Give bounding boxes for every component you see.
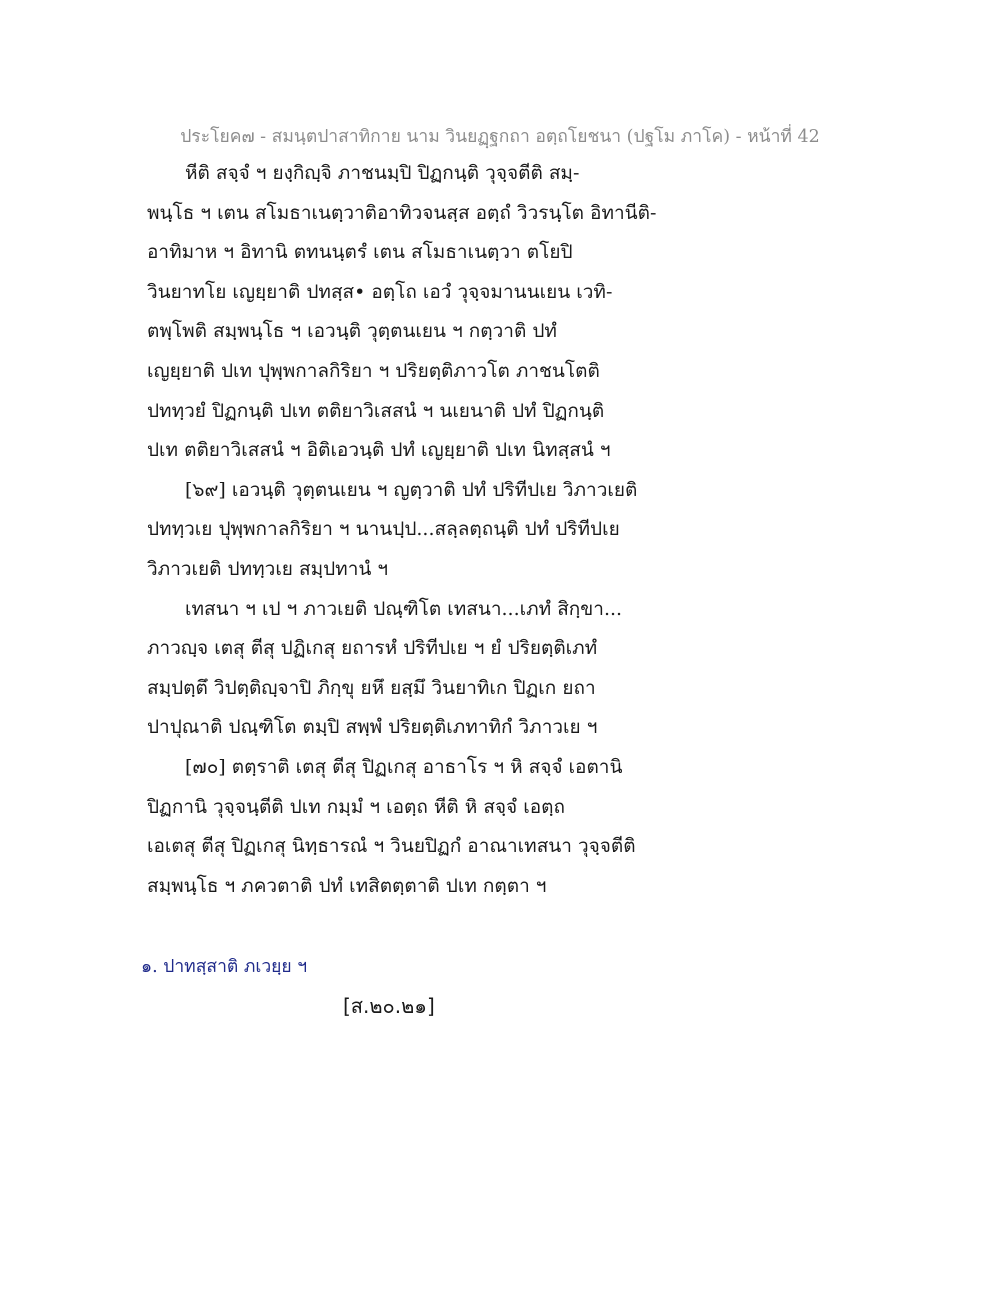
- text-line: [๖๙] เอวนฺติ วุตฺตนเยน ฯ ญตฺวาติ ปทํ ปริทีปเย วิภาวเยติ: [185, 478, 638, 501]
- text-line: อาทิมาห ฯ อิทานิ ตทนนฺตรํ เตน สโมธาเนตฺวา ตโยปิ: [147, 241, 573, 264]
- text-line: [๗๐] ตตฺราติ เตสุ ตีสุ ปิฏเกสุ อาธาโร ฯ หิ สจฺจํ เอตานิ: [185, 755, 623, 778]
- page-reference: [ส.๒๐.๒๑]: [343, 994, 435, 1018]
- text-line: สมฺพนฺโธ ฯ ภควตาติ ปทํ เทสิตตฺตาติ ปเท กตฺตา ฯ: [147, 874, 547, 897]
- text-line: ปิฏกานิ วุจฺจนฺตีติ ปเท กมฺมํ ฯ เอตฺถ หีติ หิ สจฺจํ เอตฺถ: [147, 795, 565, 818]
- text-line: ปเท ตติยาวิเสสนํ ฯ อิติเอวนฺติ ปทํ เญยฺยาติ ปเท นิทสฺสนํ ฯ: [147, 439, 611, 462]
- running-header: ประโยค๗ - สมนฺตปาสาทิกาย นาม วินยฏฺฐกถา อตฺถโยชนา (ปฐโม ภาโค) - หน้าที่ 42: [180, 127, 820, 147]
- text-line: ตพฺโพติ สมฺพนฺโธ ฯ เอวนฺติ วุตฺตนเยน ฯ กตฺวาติ ปทํ: [147, 320, 557, 343]
- text-line: เทสนา ฯ เป ฯ ภาวเยติ ปณฺฑิโต เทสนา...เภทํ สิกฺขา...: [185, 597, 623, 620]
- body-text: [147, 154, 767, 906]
- text-line: ภาวญฺจ เตสุ ตีสุ ปฏิเกสุ ยถารหํ ปริทีปเย ฯ ยํ ปริยตฺติเภทํ: [147, 637, 598, 660]
- text-line: พนฺโธ ฯ เตน สโมธาเนตฺวาติอาทิวจนสฺส อตฺถํ วิวรนฺโต อิทานีติ-: [147, 201, 657, 224]
- text-line: สมฺปตฺตึ วิปตฺติญฺจาปิ ภิกฺขุ ยหึ ยสฺมึ วินยาทิเก ปิฏเก ยถา: [147, 676, 596, 699]
- text-line: ปททฺวยํ ปิฏกนฺติ ปเท ตติยาวิเสสนํ ฯ นเยนาติ ปทํ ปิฏกนฺติ: [147, 399, 605, 422]
- text-line: ปาปุณาติ ปณฺฑิโต ตมฺปิ สพฺพํ ปริยตฺติเภทาทิกํ วิภาวเย ฯ: [147, 716, 598, 739]
- text-line: วิภาวเยติ ปททฺวเย สมฺปทานํ ฯ: [147, 557, 389, 580]
- text-line: วินยาทโย เญยฺยาติ ปทสฺส• อตฺโถ เอวํ วุจฺจมานนเยน เวทิ-: [147, 280, 613, 303]
- text-line: เอเตสุ ตีสุ ปิฏเกสุ นิทฺธารณํ ฯ วินยปิฏกํ อาณาเทสนา วุจฺจตีติ: [147, 835, 636, 858]
- text-line: หีติ สจฺจํ ฯ ยงฺกิญฺจิ ภาชนมฺปิ ปิฏกนฺติ วุจฺจตีติ สมฺ-: [185, 162, 580, 184]
- text-line: ปททฺวเย ปุพฺพกาลกิริยา ฯ นานปฺป...สลฺลตฺถนฺติ ปทํ ปริทีปเย: [147, 518, 620, 541]
- footnote: ๑. ปาทสฺสาติ ภเวยฺย ฯ: [141, 957, 308, 977]
- text-line: เญยฺยาติ ปเท ปุพฺพกาลกิริยา ฯ ปริยตฺติภาวโต ภาชนโตติ: [147, 359, 600, 382]
